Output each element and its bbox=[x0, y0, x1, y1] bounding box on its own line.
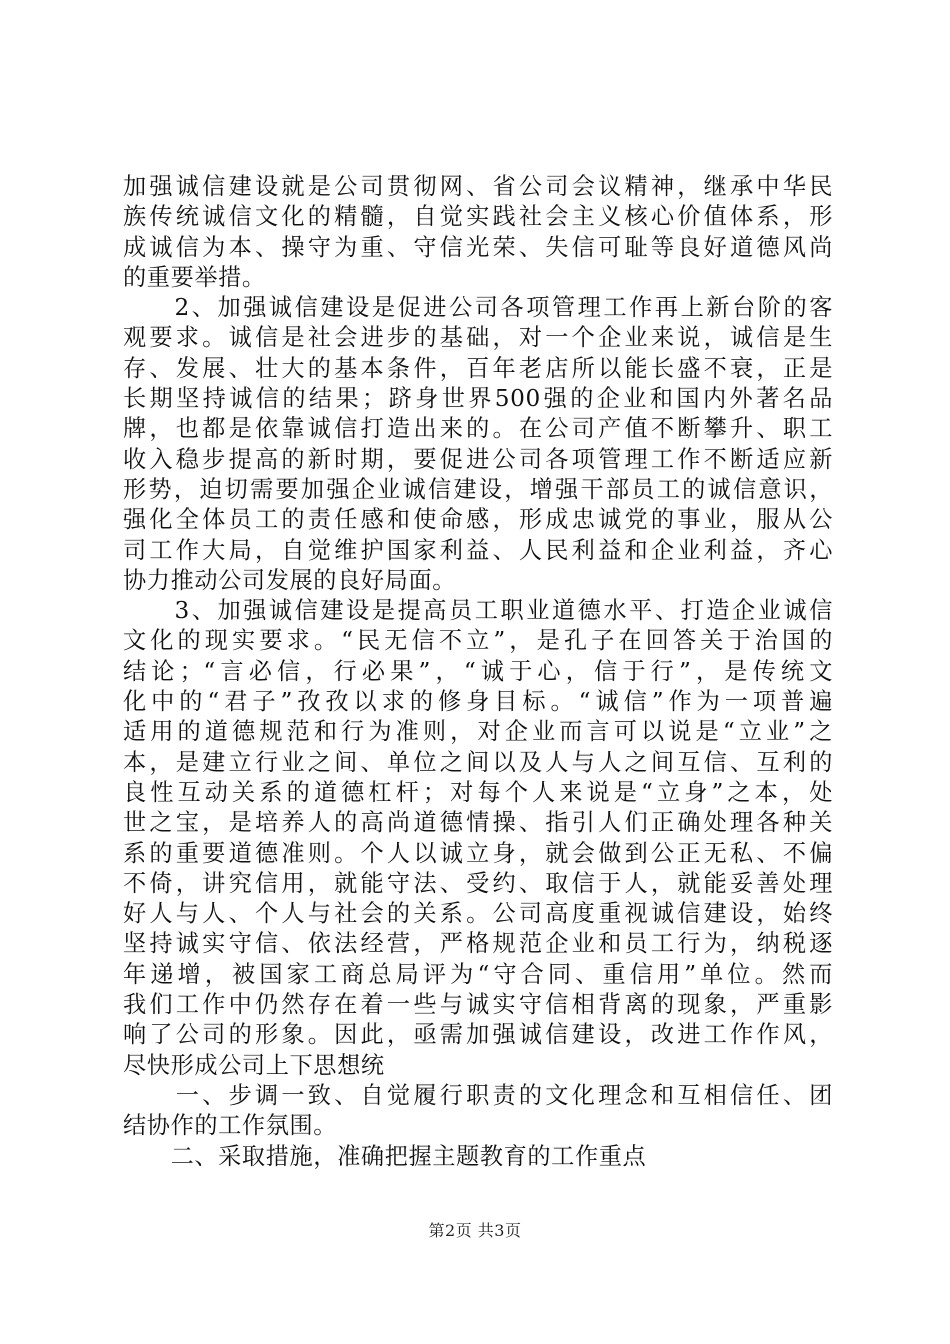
paragraph-integrity-importance bbox=[123, 172, 833, 293]
text-line: 二、采取措施，准确把握主题教育的工作重点 bbox=[123, 1142, 647, 1170]
text-line: 响了公司的形象。因此，亟需加强诚信建设，改进工作作风， bbox=[123, 1021, 833, 1049]
document-body bbox=[123, 172, 833, 1172]
text-line: 结论；“言必信，行必果”，“诚于心，信于行”，是传统文 bbox=[123, 657, 833, 685]
text-line: 文化的现实要求。“民无信不立”，是孔子在回答关于治国的 bbox=[123, 627, 833, 655]
text-line: 世之宝，是培养人的高尚道德情操、指引人们正确处理各种关 bbox=[123, 809, 833, 837]
text-line: 化中的“君子”孜孜以求的修身目标。“诚信”作为一项普遍 bbox=[123, 688, 833, 716]
text-line: 形势，迫切需要加强企业诚信建设，增强干部员工的诚信意识， bbox=[123, 475, 833, 503]
text-line: 结协作的工作氛围。 bbox=[123, 1112, 338, 1140]
text-line: 司工作大局，自觉维护国家利益、人民利益和企业利益，齐心 bbox=[123, 536, 833, 564]
text-line: 适用的道德规范和行为准则，对企业而言可以说是“立业”之 bbox=[123, 718, 833, 746]
text-line: 系的重要道德准则。个人以诚立身，就会做到公正无私、不偏 bbox=[123, 839, 833, 867]
text-line: 尽快形成公司上下思想统 bbox=[123, 1051, 385, 1079]
paragraph-section-one bbox=[123, 1081, 833, 1142]
text-line: 强化全体员工的责任感和使命感，形成忠诚党的事业，服从公 bbox=[123, 506, 833, 534]
paragraph-point-3 bbox=[123, 596, 833, 1081]
text-line: 观要求。诚信是社会进步的基础，对一个企业来说，诚信是生 bbox=[123, 324, 833, 352]
text-line: 长期坚持诚信的结果；跻身世界500强的企业和国内外著名品 bbox=[123, 385, 833, 413]
text-line: 加强诚信建设就是公司贯彻网、省公司会议精神，继承中华民 bbox=[123, 173, 833, 200]
text-line: 族传统诚信文化的精髓，自觉实践社会主义核心价值体系，形 bbox=[123, 203, 833, 231]
paragraph-section-two bbox=[123, 1142, 833, 1172]
text-line: 好人与人、个人与社会的关系。公司高度重视诚信建设，始终 bbox=[123, 900, 833, 928]
text-line: 存、发展、壮大的基本条件，百年老店所以能长盛不衰，正是 bbox=[123, 354, 833, 382]
text-line: 协力推动公司发展的良好局面。 bbox=[123, 566, 457, 594]
text-line: 我们工作中仍然存在着一些与诚实守信相背离的现象，严重影 bbox=[123, 991, 833, 1019]
text-line: 收入稳步提高的新时期，要促进公司各项管理工作不断适应新 bbox=[123, 445, 833, 473]
text-line: 年递增，被国家工商总局评为“守合同、重信用”单位。然而 bbox=[123, 960, 833, 988]
text-line: 牌，也都是依靠诚信打造出来的。在公司产值不断攀升、职工 bbox=[123, 415, 833, 443]
text-line: 3、加强诚信建设是提高员工职业道德水平、打造企业诚信 bbox=[123, 597, 833, 625]
text-line: 成诚信为本、操守为重、守信光荣、失信可耻等良好道德风尚 bbox=[123, 233, 833, 261]
text-line: 一、步调一致、自觉履行职责的文化理念和互相信任、团 bbox=[123, 1081, 833, 1109]
text-line: 本，是建立行业之间、单位之间以及人与人之间互信、互利的 bbox=[123, 748, 833, 776]
text-line: 的重要举措。 bbox=[123, 263, 266, 291]
text-line: 坚持诚实守信、依法经营，严格规范企业和员工行为，纳税逐 bbox=[123, 930, 833, 958]
page-number-footer: 第2页 共3页 bbox=[428, 1221, 522, 1240]
text-line: 不倚，讲究信用，就能守法、受约、取信于人，就能妥善处理 bbox=[123, 869, 833, 897]
text-line: 良性互动关系的道德杠杆；对每个人来说是“立身”之本，处 bbox=[123, 778, 833, 806]
paragraph-point-2 bbox=[123, 293, 833, 596]
text-line: 2、加强诚信建设是促进公司各项管理工作再上新台阶的客 bbox=[123, 294, 833, 322]
